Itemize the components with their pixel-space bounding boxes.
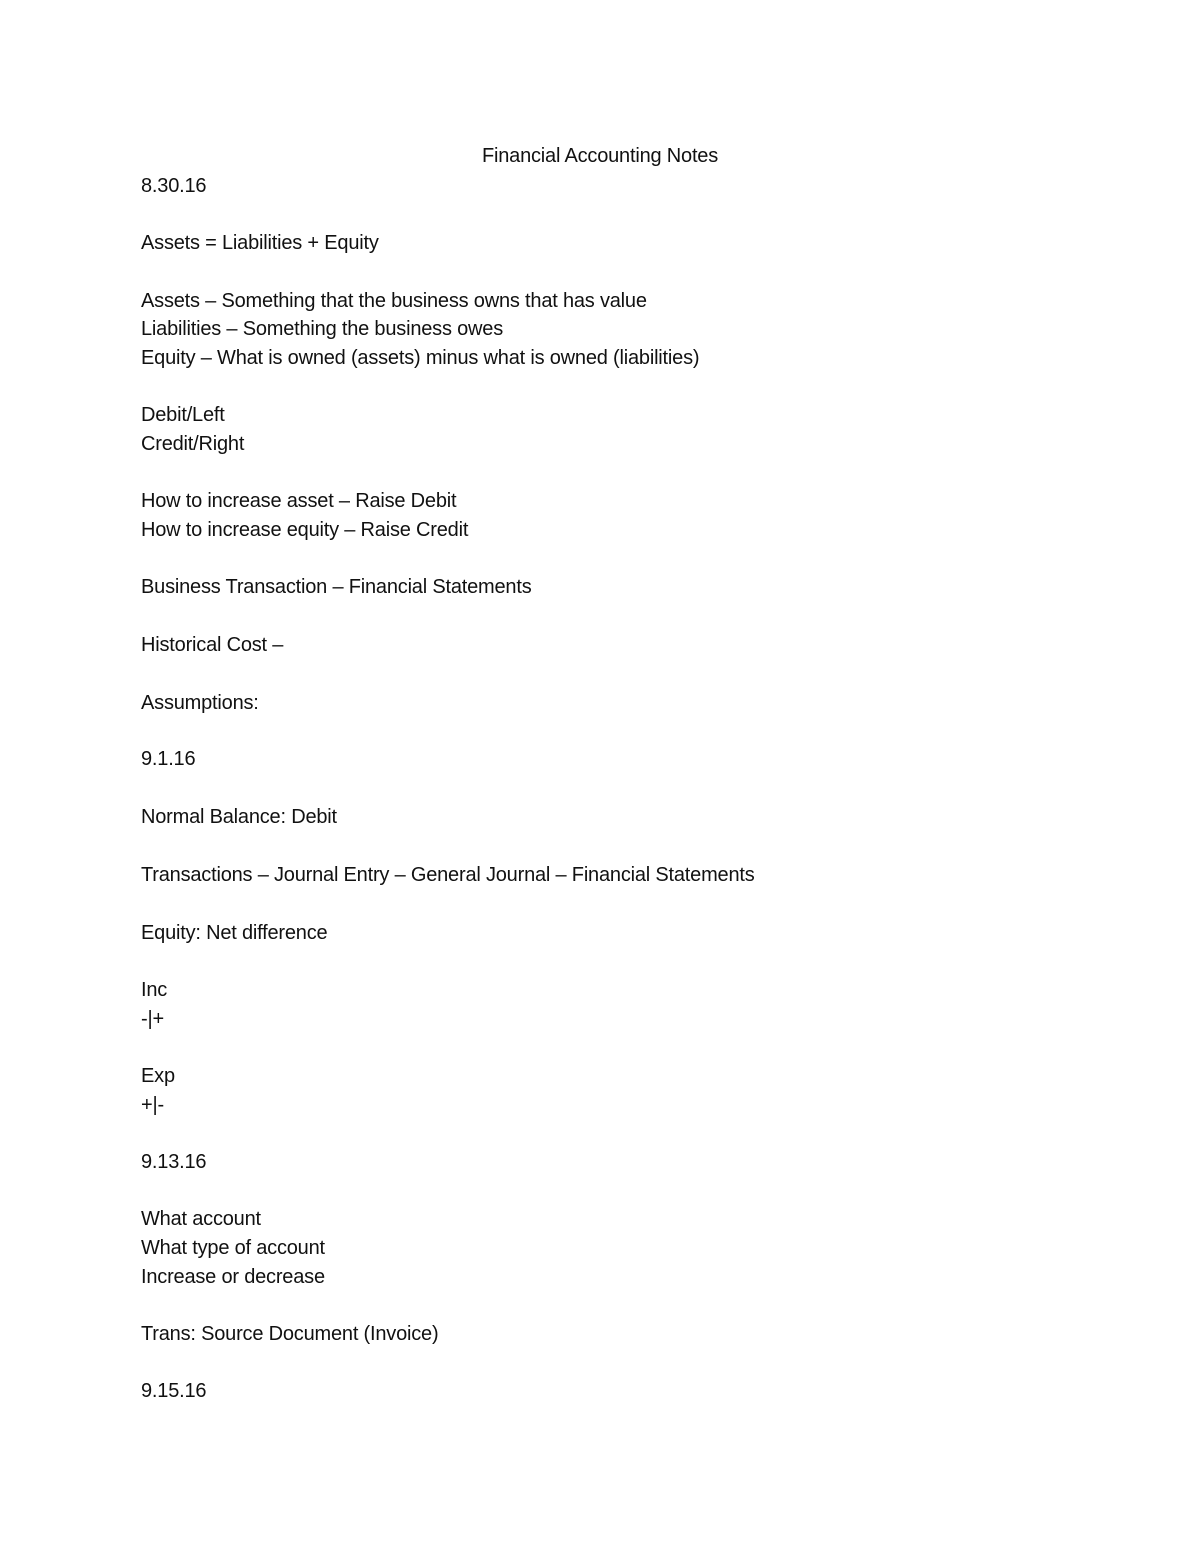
date-heading: 9.15.16 xyxy=(141,1380,207,1402)
note-line: -|+ xyxy=(141,1008,164,1030)
note-line: Increase or decrease xyxy=(141,1266,325,1288)
note-line: Historical Cost – xyxy=(141,634,284,656)
date-heading: 9.13.16 xyxy=(141,1151,207,1173)
note-line: Assets = Liabilities + Equity xyxy=(141,232,379,254)
note-line: Transactions – Journal Entry – General Journal – Financial Statements xyxy=(141,864,755,886)
note-line: Liabilities – Something the business owes xyxy=(141,318,504,340)
note-line: What type of account xyxy=(141,1237,325,1259)
note-line: How to increase asset – Raise Debit xyxy=(141,490,457,512)
note-line: Business Transaction – Financial Statements xyxy=(141,576,532,598)
note-line: Exp xyxy=(141,1065,175,1087)
document-title: Financial Accounting Notes xyxy=(481,145,719,167)
note-line: Trans: Source Document (Invoice) xyxy=(141,1323,439,1345)
note-line: Normal Balance: Debit xyxy=(141,806,337,828)
note-line: Credit/Right xyxy=(141,433,245,455)
note-line: Assets – Something that the business owns that has value xyxy=(141,290,647,312)
note-line: +|- xyxy=(141,1094,164,1116)
date-heading: 9.1.16 xyxy=(141,748,196,770)
note-line: Equity: Net difference xyxy=(141,922,328,944)
note-line: Debit/Left xyxy=(141,404,225,426)
note-line: Inc xyxy=(141,979,168,1001)
date-heading: 8.30.16 xyxy=(141,175,207,197)
note-line: Equity – What is owned (assets) minus what is owned (liabilities) xyxy=(141,347,700,369)
note-line: How to increase equity – Raise Credit xyxy=(141,519,469,541)
note-line: Assumptions: xyxy=(141,692,259,714)
note-line: What account xyxy=(141,1208,261,1230)
